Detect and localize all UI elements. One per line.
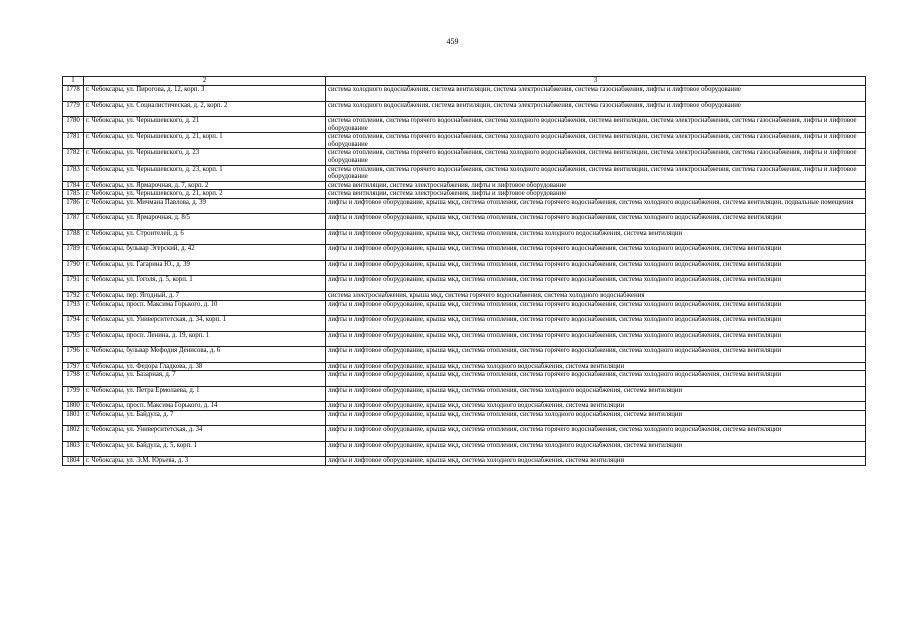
table-row [63, 86, 866, 102]
row-address: г. Чебоксары, бульвар Эгерский, д. 42 [84, 245, 326, 261]
table-row [63, 331, 866, 347]
row-address: г. Чебоксары, ул. Строителей, д. 6 [84, 229, 326, 245]
table-row [63, 229, 866, 245]
row-number: 1793 [63, 300, 84, 316]
row-address: г. Чебоксары, ул. Федора Гладкова, д. 38 [84, 362, 326, 371]
row-works: лифты и лифтовое оборудование, крыша мкд, система отопления, система горячего водоснабжения, система холодного водоснабжения, система вентиляции [326, 260, 866, 276]
table-header-row [63, 77, 866, 86]
row-works: система холодного водоснабжения, система вентиляции, система электроснабжения, система газоснабжения, лифты и лифтовое оборудование [326, 86, 866, 102]
row-address: г. Чебоксары, ул. Чернышевского, д. 21 [84, 117, 326, 133]
row-number: 1781 [63, 133, 84, 149]
table-row [63, 214, 866, 230]
table-row [63, 190, 866, 199]
row-number: 1801 [63, 410, 84, 426]
row-number: 1799 [63, 386, 84, 402]
table-row [63, 386, 866, 402]
row-number: 1784 [63, 181, 84, 190]
row-address: г. Чебоксары, ул. Университетская, д. 34, корп. 1 [84, 316, 326, 332]
row-number: 1794 [63, 316, 84, 332]
row-number: 1800 [63, 402, 84, 411]
row-works: система отопления, система горячего водоснабжения, система холодного водоснабжения, система вентиляции, система электроснабжения, система газоснабжения, лифты и лифтовое оборудование [326, 149, 866, 165]
row-address: г. Чебоксары, ул. Социалистическая, д. 2, корп. 2 [84, 101, 326, 117]
table-row [63, 402, 866, 411]
column-header-works: 3 [326, 77, 866, 86]
row-number: 1803 [63, 441, 84, 457]
row-number: 1797 [63, 362, 84, 371]
table-row [63, 410, 866, 426]
row-works: лифты и лифтовое оборудование, крыша мкд, система отопления, система горячего водоснабжения, система холодного водоснабжения, система вентиляции [326, 371, 866, 387]
row-works: лифты и лифтовое оборудование, крыша мкд, система отопления, система горячего водоснабжения, система холодного водоснабжения, система вентиляции [326, 245, 866, 261]
table-row [63, 181, 866, 190]
page-number: 459 [446, 37, 459, 46]
table-row [63, 117, 866, 133]
row-works: система отопления, система горячего водоснабжения, система холодного водоснабжения, система вентиляции, система электроснабжения, система газоснабжения, лифты и лифтовое оборудование [326, 165, 866, 181]
row-address: г. Чебоксары, бульвар Мефодия Денисова, д. 6 [84, 347, 326, 363]
row-address: г. Чебоксары, ул. Базарная, д. 7 [84, 371, 326, 387]
table-row [63, 300, 866, 316]
row-works: лифты и лифтовое оборудование, крыша мкд, система отопления, система горячего водоснабжения, система холодного водоснабжения, система вентиляции [326, 331, 866, 347]
row-address: г. Чебоксары, ул. Чернышевского, д. 21, корп. 2 [84, 190, 326, 199]
row-works: лифты и лифтовое оборудование, крыша мкд, система отопления, система горячего водоснабжения, система холодного водоснабжения, система вентиляции [326, 276, 866, 292]
row-number: 1796 [63, 347, 84, 363]
table-row [63, 362, 866, 371]
table-row [63, 165, 866, 181]
row-address: г. Чебоксары, просп. Максима Горького, д. 14 [84, 402, 326, 411]
row-address: г. Чебоксары, просп. Максима Горького, д. 10 [84, 300, 326, 316]
row-address: г. Чебоксары, ул. Пирогова, д. 12, корп. 3 [84, 86, 326, 102]
row-works: лифты и лифтовое оборудование, крыша мкд, система холодного водоснабжения, система вентиляции [326, 457, 866, 466]
row-number: 1790 [63, 260, 84, 276]
table-row [63, 198, 866, 214]
table-row [63, 260, 866, 276]
row-works: лифты и лифтовое оборудование, крыша мкд, система отопления, система холодного водоснабжения, система вентиляции [326, 229, 866, 245]
row-number: 1792 [63, 291, 84, 300]
row-number: 1779 [63, 101, 84, 117]
row-works: лифты и лифтовое оборудование, крыша мкд, система отопления, система холодного водоснабжения, система вентиляции [326, 441, 866, 457]
row-address: г. Чебоксары, ул. Гоголя, д. 5, корп. 1 [84, 276, 326, 292]
row-address: г. Чебоксары, ул. Байдула, д. 5, корп. 1 [84, 441, 326, 457]
row-address: г. Чебоксары, ул. Ярмарочная, д. 8/5 [84, 214, 326, 230]
row-number: 1804 [63, 457, 84, 466]
row-number: 1795 [63, 331, 84, 347]
column-header-number: 1 [63, 77, 84, 86]
table-row [63, 291, 866, 300]
row-number: 1785 [63, 190, 84, 199]
row-works: лифты и лифтовое оборудование, крыша мкд, система отопления, система горячего водоснабжения, система холодного водоснабжения, система вентиляции [326, 316, 866, 332]
row-works: система электроснабжения, крыша мкд, система горячего водоснабжения, система холодного водоснабжения [326, 291, 866, 300]
row-works: система отопления, система горячего водоснабжения, система холодного водоснабжения, система вентиляции, система электроснабжения, система газоснабжения, лифты и лифтовое оборудование [326, 117, 866, 133]
row-number: 1788 [63, 229, 84, 245]
table-row [63, 133, 866, 149]
row-works: лифты и лифтовое оборудование, крыша мкд, система отопления, система горячего водоснабжения, система холодного водоснабжения, система вентиляции [326, 300, 866, 316]
table-row [63, 426, 866, 442]
row-address: г. Чебоксары, ул. Чернышевского, д. 23, корп. 1 [84, 165, 326, 181]
row-number: 1787 [63, 214, 84, 230]
row-number: 1798 [63, 371, 84, 387]
table-row [63, 347, 866, 363]
row-works: система вентиляции, система электроснабжения, лифты и лифтовое оборудование [326, 190, 866, 199]
row-number: 1780 [63, 117, 84, 133]
row-number: 1778 [63, 86, 84, 102]
row-address: г. Чебоксары, ул. Петра Ермолаева, д. 1 [84, 386, 326, 402]
row-number: 1782 [63, 149, 84, 165]
row-address: г. Чебоксары, ул. Университетская, д. 34 [84, 426, 326, 442]
buildings-table [62, 76, 866, 466]
row-works: лифты и лифтовое оборудование, крыша мкд, система холодного водоснабжения, система вентиляции [326, 362, 866, 371]
row-address: г. Чебоксары, ул. Чернышевского, д. 23 [84, 149, 326, 165]
row-number: 1786 [63, 198, 84, 214]
table-row [63, 457, 866, 466]
row-number: 1802 [63, 426, 84, 442]
row-works: лифты и лифтовое оборудование, крыша мкд, система отопления, система холодного водоснабжения, система вентиляции [326, 410, 866, 426]
table-row [63, 101, 866, 117]
row-address: г. Чебоксары, ул. Байдула, д. 7 [84, 410, 326, 426]
row-works: лифты и лифтовое оборудование, крыша мкд, система отопления, система горячего водоснабжения, система холодного водоснабжения, система вентиляции [326, 347, 866, 363]
row-works: лифты и лифтовое оборудование, крыша мкд, система холодного водоснабжения, система вентиляции [326, 402, 866, 411]
row-number: 1783 [63, 165, 84, 181]
row-works: система вентиляции, система электроснабжения, лифты и лифтовое оборудование [326, 181, 866, 190]
row-address: г. Чебоксары, пер. Ягодный, д. 7 [84, 291, 326, 300]
row-works: система отопления, система горячего водоснабжения, система холодного водоснабжения, система вентиляции, система электроснабжения, система газоснабжения, лифты и лифтовое оборудование [326, 133, 866, 149]
row-address: г. Чебоксары, ул. Гагарина Ю., д. 39 [84, 260, 326, 276]
column-header-address: 2 [84, 77, 326, 86]
row-number: 1789 [63, 245, 84, 261]
table-row [63, 371, 866, 387]
row-number: 1791 [63, 276, 84, 292]
table-row [63, 316, 866, 332]
row-works: система холодного водоснабжения, система вентиляции, система электроснабжения, система газоснабжения, лифты и лифтовое оборудование [326, 101, 866, 117]
row-address: г. Чебоксары, ул. Э.М. Юрьева, д. 3 [84, 457, 326, 466]
row-works: лифты и лифтовое оборудование, крыша мкд, система отопления, система холодного водоснабжения, система вентиляции [326, 386, 866, 402]
row-works: лифты и лифтовое оборудование, крыша мкд, система отопления, система горячего водоснабжения, система холодного водоснабжения, система вентиляции [326, 214, 866, 230]
row-address: г. Чебоксары, ул. Мичмана Павлова, д. 39 [84, 198, 326, 214]
row-works: лифты и лифтовое оборудование, крыша мкд, система отопления, система горячего водоснабжения, система холодного водоснабжения, система вентиляции, подвальные помещения [326, 198, 866, 214]
row-address: г. Чебоксары, ул. Ярмарочная, д. 7, корп. 2 [84, 181, 326, 190]
row-address: г. Чебоксары, ул. Чернышевского, д. 21, корп. 1 [84, 133, 326, 149]
row-address: г. Чебоксары, просп. Ленина, д. 19, корп. 1 [84, 331, 326, 347]
table-row [63, 441, 866, 457]
table-row [63, 245, 866, 261]
row-works: лифты и лифтовое оборудование, крыша мкд, система отопления, система горячего водоснабжения, система холодного водоснабжения, система вентиляции [326, 426, 866, 442]
table-row [63, 149, 866, 165]
table-row [63, 276, 866, 292]
